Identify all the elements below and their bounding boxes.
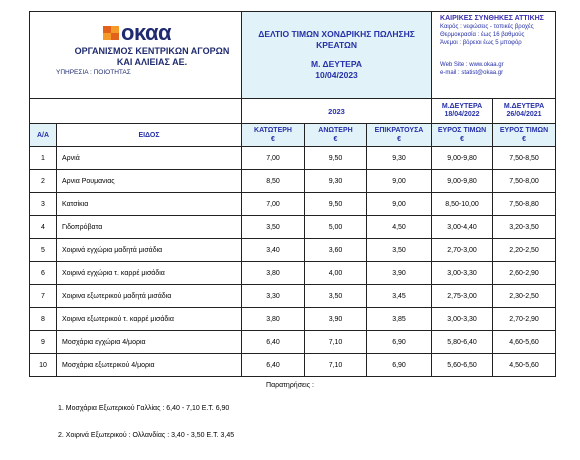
row-range-2021: 2,20-2,50 [493, 239, 556, 262]
row-item-name: Χοιρινα εξωτερικού μαδητά μισάδια [57, 285, 242, 308]
website-text: Web Site : www.okaa.gr [440, 62, 504, 68]
row-prevailing-price: 3,50 [367, 239, 432, 262]
row-range-2022: 2,75-3,00 [432, 285, 493, 308]
row-range-2021: 4,50-5,60 [493, 354, 556, 377]
history-2022-day: Μ.ΔΕΥΤΕΡΑ [441, 103, 483, 110]
department-label: ΥΠΗΡΕΣΙΑ : ΠΟΙΟΤΗΤΑΣ [56, 69, 131, 76]
table-row [30, 170, 556, 193]
row-range-2022: 8,50-10,00 [432, 193, 493, 216]
weather-text: Καιρός : νεφώσεις - τοπικές βροχές [440, 24, 534, 30]
row-min-price: 3,80 [242, 308, 305, 331]
table-row [30, 239, 556, 262]
row-range-2022: 9,00-9,80 [432, 147, 493, 170]
row-prevailing-price: 4,50 [367, 216, 432, 239]
logo-text: οκαα [121, 20, 172, 45]
row-prevailing-price: 3,85 [367, 308, 432, 331]
row-index: 4 [30, 216, 57, 239]
row-item-name: Μοσχάρια εξωτερικού 4/μορια [57, 354, 242, 377]
row-min-price: 6,40 [242, 331, 305, 354]
row-item-name: Αρνια Ρουμανιας [57, 170, 242, 193]
row-range-2021: 2,70-2,90 [493, 308, 556, 331]
currency-symbol: € [271, 136, 275, 143]
row-min-price: 3,50 [242, 216, 305, 239]
row-min-price: 3,80 [242, 262, 305, 285]
row-index: 2 [30, 170, 57, 193]
row-range-2021: 2,30-2,50 [493, 285, 556, 308]
row-range-2022: 5,80-6,40 [432, 331, 493, 354]
row-index: 3 [30, 193, 57, 216]
column-header-item: ΕΙΔΟΣ [57, 124, 242, 147]
row-range-2022: 3,00-3,30 [432, 308, 493, 331]
column-header-range-2021-label: ΕΥΡΟΣ ΤΙΜΩΝ [499, 127, 549, 134]
row-range-2022: 5,60-6,50 [432, 354, 493, 377]
row-max-price: 4,00 [305, 262, 367, 285]
table-row [30, 285, 556, 308]
bulletin-title-line2: ΚΡΕΑΤΩΝ [316, 40, 357, 50]
bulletin-title-line1: ΔΕΛΤΙΟ ΤΙΜΩΝ ΧΟΝΔΡΙΚΗΣ ΠΩΛΗΣΗΣ [258, 29, 415, 39]
row-max-price: 7,10 [305, 354, 367, 377]
notes-title: Παρατηρήσεις : [266, 382, 314, 389]
currency-symbol: € [460, 136, 464, 143]
wind-text: Άνεμοι : βόρειοι έως 5 μποφόρ [440, 40, 522, 46]
currency-symbol: € [397, 136, 401, 143]
column-header-range-2022-label: ΕΥΡΟΣ ΤΙΜΩΝ [437, 127, 487, 134]
row-max-price: 9,30 [305, 170, 367, 193]
bulletin-title-block [242, 12, 432, 99]
row-range-2022: 9,00-9,80 [432, 170, 493, 193]
row-range-2022: 3,00-3,30 [432, 262, 493, 285]
row-min-price: 6,40 [242, 354, 305, 377]
history-2022-date: 18/04/2022 [444, 111, 480, 118]
currency-symbol: € [522, 136, 526, 143]
column-header-prevailing-label: ΕΠΙΚΡΑΤΟΥΣΑ [374, 127, 424, 134]
row-max-price: 3,90 [305, 308, 367, 331]
organization-name-line1: ΟΡΓΑΝΙΣΜΟΣ ΚΕΝΤΡΙΚΩΝ ΑΓΟΡΩΝ [74, 46, 230, 56]
organization-name-line2: ΚΑΙ ΑΛΙΕΙΑΣ ΑΕ. [116, 57, 188, 67]
row-item-name: Κατσίκια [57, 193, 242, 216]
row-index: 8 [30, 308, 57, 331]
row-prevailing-price: 6,90 [367, 331, 432, 354]
temperature-text: Θερμοκρασία : έως 16 βαθμούς [440, 32, 525, 38]
conditions-title: ΚΑΙΡΙΚΕΣ ΣΥΝΘΗΚΕΣ ΑΤΤΙΚΗΣ [440, 15, 544, 22]
row-prevailing-price: 9,30 [367, 147, 432, 170]
note-2: 2. Χοιρινά Εξωτερικού : Ολλανδίας : 3,40 - 3,50 Ε.Τ. 3,45 [58, 432, 235, 439]
row-prevailing-price: 3,45 [367, 285, 432, 308]
row-prevailing-price: 9,00 [367, 170, 432, 193]
row-index: 7 [30, 285, 57, 308]
okaa-logo [103, 20, 171, 46]
organization-header [30, 12, 242, 99]
row-index: 6 [30, 262, 57, 285]
row-item-name: Γιδοπρόβατα [57, 216, 242, 239]
column-header-min [242, 124, 305, 147]
row-max-price: 3,50 [305, 285, 367, 308]
email-text: e-mail : statist@okaa.gr [440, 70, 504, 76]
price-rows [30, 147, 556, 377]
column-header-range-2022 [432, 124, 493, 147]
bulletin-date: 10/04/2023 [315, 70, 358, 80]
table-row [30, 308, 556, 331]
table-row [30, 354, 556, 377]
row-index: 1 [30, 147, 57, 170]
row-max-price: 9,50 [305, 193, 367, 216]
row-item-name: Μοσχάρια εγχώρια 4/μορια [57, 331, 242, 354]
organization-name [57, 46, 247, 68]
table-row [30, 147, 556, 170]
row-range-2021: 4,60-5,60 [493, 331, 556, 354]
currency-symbol: € [333, 136, 338, 143]
column-header-prevailing [367, 124, 432, 147]
row-index: 5 [30, 239, 57, 262]
row-item-name: Χοιρινα εξωτερικού τ. καρρέ μισάδια [57, 308, 242, 331]
row-item-name: Χοιρινά εγχώρια μαδητά μισάδια [57, 239, 242, 262]
weather-conditions [432, 12, 556, 99]
column-header-max [305, 124, 367, 147]
row-prevailing-price: 9,00 [367, 193, 432, 216]
blank-year-cell [30, 99, 242, 124]
table-row [30, 331, 556, 354]
row-range-2022: 2,70-3,00 [432, 239, 493, 262]
row-range-2021: 3,20-3,50 [493, 216, 556, 239]
column-header-index: Α/Α [30, 124, 57, 147]
row-min-price: 3,40 [242, 239, 305, 262]
row-min-price: 7,00 [242, 193, 305, 216]
row-item-name: Χοιρινά εγχώρια τ. καρρέ μισάδια [57, 262, 242, 285]
bulletin-day: Μ. ΔΕΥΤΕΡΑ [311, 59, 362, 69]
row-prevailing-price: 3,90 [367, 262, 432, 285]
history-2021-header [493, 99, 556, 124]
column-header-min-label: ΚΑΤΩΤΕΡΗ [254, 127, 292, 134]
row-index: 9 [30, 331, 57, 354]
row-max-price: 5,00 [305, 216, 367, 239]
row-prevailing-price: 6,90 [367, 354, 432, 377]
row-min-price: 7,00 [242, 147, 305, 170]
row-range-2021: 7,50-8,00 [493, 170, 556, 193]
column-header-range-2021 [493, 124, 556, 147]
row-max-price: 3,60 [305, 239, 367, 262]
row-range-2021: 7,50-8,50 [493, 147, 556, 170]
row-range-2021: 2,60-2,90 [493, 262, 556, 285]
table-row [30, 262, 556, 285]
table-row [30, 216, 556, 239]
history-2021-date: 26/04/2021 [506, 111, 542, 118]
row-range-2021: 7,50-8,80 [493, 193, 556, 216]
column-header-max-label: ΑΝΩΤΕΡΗ [318, 127, 353, 134]
note-1: 1. Μοσχάρια Εξωτερικού Γαλλίας : 6,40 - 7,10 Ε.Τ. 6,90 [58, 405, 230, 412]
table-row [30, 193, 556, 216]
row-item-name: Αρνιά [57, 147, 242, 170]
current-year-header: 2023 [242, 99, 432, 124]
price-table [29, 11, 556, 377]
history-2021-day: Μ.ΔΕΥΤΕΡΑ [503, 103, 545, 110]
row-index: 10 [30, 354, 57, 377]
logo-mark-icon [103, 26, 119, 40]
row-min-price: 8,50 [242, 170, 305, 193]
history-2022-header [432, 99, 493, 124]
row-max-price: 7,10 [305, 331, 367, 354]
row-range-2022: 3,00-4,40 [432, 216, 493, 239]
row-min-price: 3,30 [242, 285, 305, 308]
row-max-price: 9,50 [305, 147, 367, 170]
